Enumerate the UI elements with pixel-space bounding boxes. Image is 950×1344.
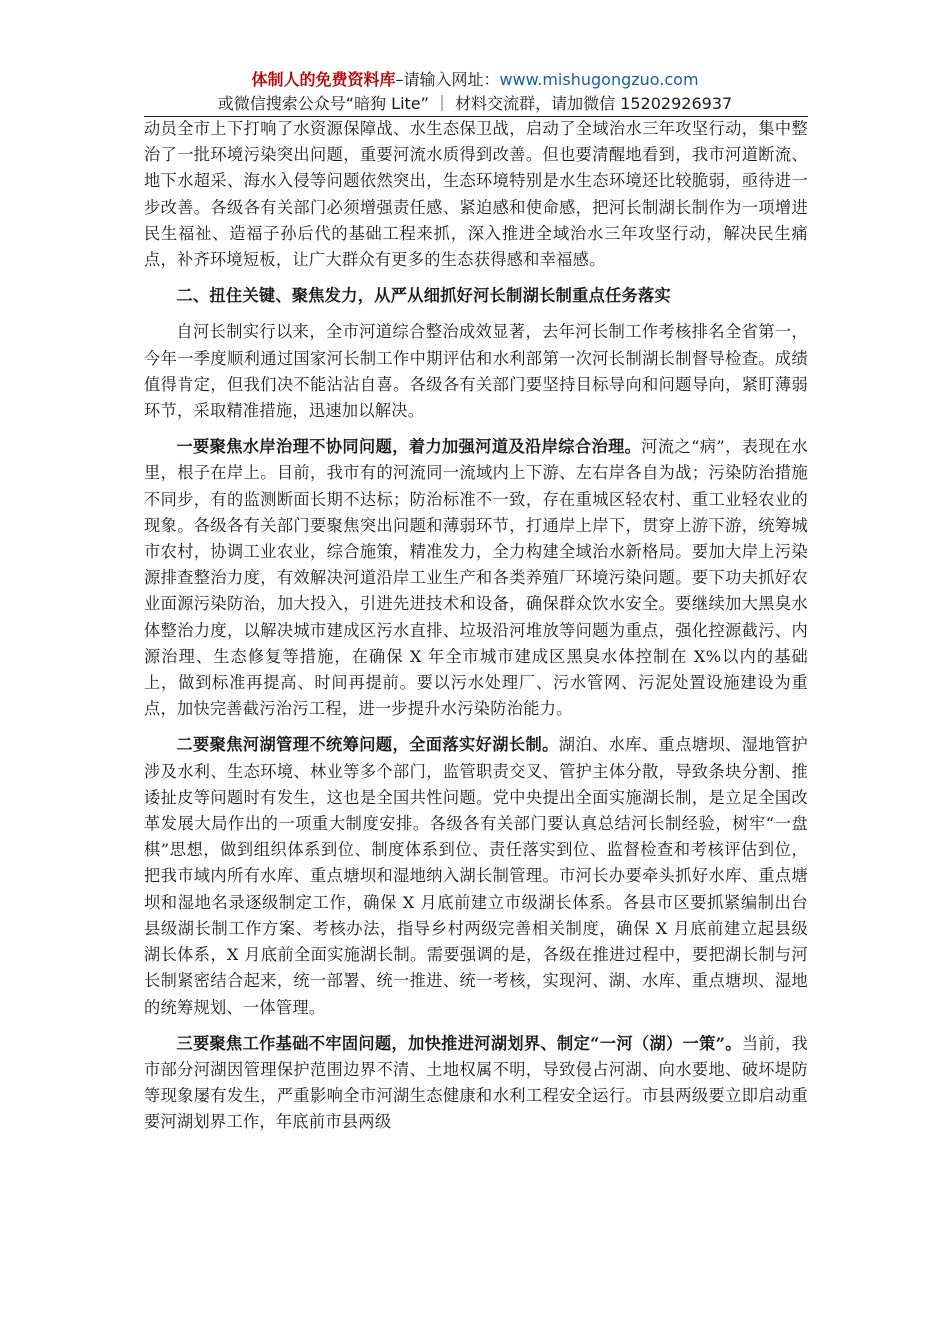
- paragraph-continued: 动员全市上下打响了水资源保障战、水生态保卫战，启动了全域治水三年攻坚行动，集中整治了一批环境污染突出问题，重要河流水质得到改善。但也要清醒地看到，我市河道断流、地下水超采、海水入侵等问题依然突出，生态环境特别是水生态环境还比较脆弱，亟待进一步改善。各级各有关部门必须增强责任感、紧迫感和使命感，把河长制湖长制作为一项增进民生福祉、造福子孙后代的基础工程来抓，深入推进全域治水三年攻坚行动，解决民生痛点，补齐环境短板，让广大群众有更多的生态获得感和幸福感。: [144, 119, 808, 270]
- point-3-text: 当前，我市部分河湖因管理保护范围边界不清、土地权属不明，导致侵占河湖、向水要地、破坏堤防等现象屡有发生，严重影响全市河湖生态健康和水利工程安全运行。市县两级要立即启动重要河湖划界工作，年底前市县两级: [144, 1033, 808, 1132]
- header-line-1: [0, 68, 950, 92]
- header-brand: 体制人的免费资料库: [251, 70, 396, 89]
- paragraph-point-3: [144, 1031, 808, 1136]
- header-url-link[interactable]: www.mishugongzuo.com: [499, 70, 699, 89]
- paragraph-point-1: [144, 434, 808, 722]
- point-3-title: 三要聚焦工作基础不牢固问题，加快推进河湖划界、制定“一河（湖）一策”。: [176, 1033, 742, 1053]
- point-1-text: 河流之“病”，表现在水里，根子在岸上。目前，我市有的河流同一流域内上下游、左右岸各自为战；污染防治措施不同步，有的监测断面长期不达标；防治标准不一致，存在重城区轻农村、重工业轻农业的现象。各级各有关部门要聚焦突出问题和薄弱环节，打通岸上岸下，贯穿上游下游，统筹城市农村，协调工业农业，综合施策，精准发力，全力构建全域治水新格局。要加大岸上污染源排查整治力度，有效解决河道沿岸工业生产和各类养殖厂环境污染问题。要下功夫抓好农业面源污染防治，加大投入，引进先进技术和设备，确保群众饮水安全。要继续加大黑臭水体整治力度，以解决城市建成区污水直排、垃圾沿河堆放等问题为重点，强化控源截污、内源治理、生态修复等措施，在确保 X 年全市城市建成区黑臭水体控制在 X%以内的基础上，做到标准再提高、时间再提前。要以污水处理厂、污水管网、污泥处置设施建设为重点，加快完善截污治污工程，进一步提升水污染防治能力。: [144, 437, 808, 719]
- section-heading: 二、扭住关键、聚焦发力，从严从细抓好河长制湖长制重点任务落实: [176, 286, 672, 306]
- paragraph-intro: 自河长制实行以来，全市河道综合整治成效显著，去年河长制工作考核排名全省第一，今年一季度顺利通过国家河长制工作中期评估和水利部第一次河长制湖长制督导检查。成绩值得肯定，但我们决不能沾沾自喜。各级各有关部门要坚持目标导向和问题导向，紧盯薄弱环节，采取精准措施，迅速加以解决。: [144, 322, 808, 421]
- header-prompt: –请输入网址：: [395, 70, 500, 89]
- header-line-2: 或微信搜索公众号“暗狗 Lite” ｜ 材料交流群，请加微信 15202926937: [217, 94, 733, 113]
- point-2-text: 湖泊、水库、重点塘坝、湿地管护涉及水利、生态环境、林业等多个部门，监管职责交叉、管护主体分散，导致条块分割、推诿扯皮等问题时有发生，这也是全国共性问题。党中央提出全面实施湖长制，是立足全国改革发展大局作出的一项重大制度安排。各级各有关部门要认真总结河长制经验，树牢“一盘棋”思想，做到组织体系到位、制度体系到位、责任落实到位、监督检查和考核评估到位，把我市域内所有水库、重点塘坝和湿地纳入湖长制管理。市河长办要牵头抓好水库、重点塘坝和湿地名录逐级制定工作，确保 X 月底前建立市级湖长体系。各县市区要抓紧编制出台县级湖长制工作方案、考核办法，指导乡村两级完善相关制度，确保 X 月底前建立起县级湖长体系，X 月底前全面实施湖长制。需要强调的是，各级在推进过程中，要把湖长制与河长制紧密结合起来，统一部署、统一推进、统一考核，实现河、湖、水库、重点塘坝、湿地的统筹规划、一体管理。: [144, 735, 808, 1017]
- point-1-title: 一要聚焦水岸治理不协同问题，着力加强河道及沿岸综合治理。: [176, 437, 642, 457]
- paragraph-point-2: [144, 732, 808, 1020]
- page-header: [0, 68, 950, 116]
- point-2-title: 二要聚焦河湖管理不统筹问题，全面落实好湖长制。: [176, 735, 559, 755]
- document-body: [144, 116, 808, 1146]
